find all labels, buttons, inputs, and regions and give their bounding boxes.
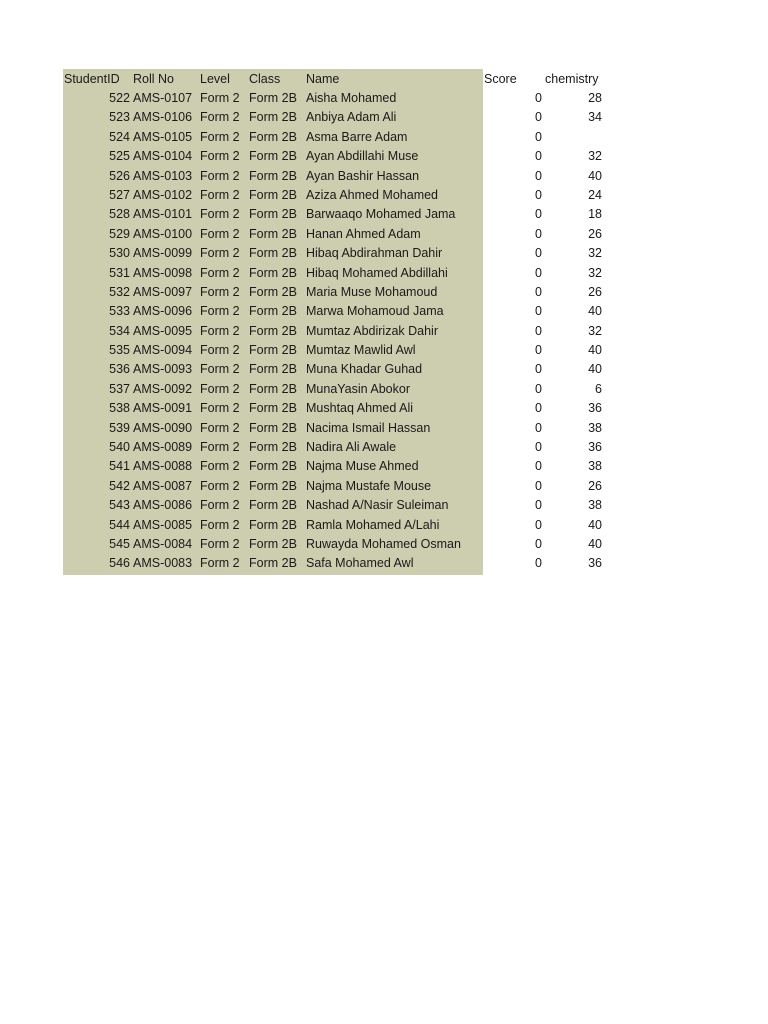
chemistry-cell: 24 [588,187,602,202]
student-id-cell: 528 [109,207,130,222]
score-cell: 0 [535,343,542,358]
name-cell: Aziza Ahmed Mohamed [306,187,439,202]
class-cell: Form 2B [249,226,297,241]
name-cell: Ramla Mohamed A/Lahi [306,517,440,532]
chemistry-cell: 38 [588,420,602,435]
score-cell: 0 [535,149,542,164]
student-id-cell: 524 [109,129,130,144]
name-cell: Safa Mohamed Awl [306,556,414,571]
chemistry-cell: 26 [588,478,602,493]
header-chemistry: chemistry [545,72,599,86]
student-id-cell: 527 [109,187,130,202]
chemistry-cell: 40 [588,362,602,377]
student-id-cell: 546 [109,556,130,571]
score-cell: 0 [535,168,542,183]
student-id-cell: 536 [109,362,130,377]
student-id-cell: 525 [109,149,130,164]
level-cell: Form 2 [200,226,240,241]
level-cell: Form 2 [200,149,240,164]
name-cell: Ruwayda Mohamed Osman [306,536,461,551]
name-cell: Aisha Mohamed [306,91,397,105]
score-cell: 0 [535,265,542,280]
class-cell: Form 2B [249,187,297,202]
class-cell: Form 2B [249,556,297,571]
roll-no-cell: AMS-0103 [133,168,193,183]
roll-no-cell: AMS-0098 [133,265,193,280]
chemistry-cell: 26 [588,284,602,299]
student-id-cell: 545 [109,536,130,551]
score-cell: 0 [535,304,542,319]
chemistry-cell: 26 [588,226,602,241]
class-cell: Form 2B [249,401,297,416]
class-cell: Form 2B [249,246,297,261]
level-cell: Form 2 [200,420,240,435]
class-cell: Form 2B [249,149,297,164]
score-cell: 0 [535,110,542,125]
roll-no-cell: AMS-0084 [133,536,193,551]
class-cell: Form 2B [249,265,297,280]
name-cell: Nacima Ismail Hassan [306,420,431,435]
level-cell: Form 2 [200,536,240,551]
level-cell: Form 2 [200,323,240,338]
name-cell: Mumtaz Abdirizak Dahir [306,323,438,338]
score-cell: 0 [535,517,542,532]
name-cell: Muna Khadar Guhad [306,362,423,377]
chemistry-cell: 40 [588,343,602,358]
level-cell: Form 2 [200,362,240,377]
score-cell: 0 [535,91,542,105]
header-level: Level [200,72,230,86]
level-cell: Form 2 [200,129,240,144]
name-cell: Ayan Bashir Hassan [306,168,420,183]
student-id-cell: 526 [109,168,130,183]
class-cell: Form 2B [249,91,297,105]
class-cell: Form 2B [249,440,297,455]
student-id-cell: 543 [109,498,130,513]
score-cell: 0 [535,478,542,493]
class-cell: Form 2B [249,323,297,338]
score-cell: 0 [535,362,542,377]
score-cell: 0 [535,556,542,571]
roll-no-cell: AMS-0087 [133,478,193,493]
header-score: Score [484,72,517,86]
level-cell: Form 2 [200,246,240,261]
score-cell: 0 [535,440,542,455]
class-cell: Form 2B [249,459,297,474]
level-cell: Form 2 [200,556,240,571]
class-cell: Form 2B [249,343,297,358]
header-roll-no: Roll No [133,72,174,86]
class-cell: Form 2B [249,304,297,319]
chemistry-cell: 28 [588,91,602,105]
chemistry-cell: 40 [588,304,602,319]
name-cell: Anbiya Adam Ali [306,110,397,125]
student-id-cell: 523 [109,110,130,125]
chemistry-cell: 36 [588,401,602,416]
score-cell: 0 [535,284,542,299]
roll-no-cell: AMS-0092 [133,381,193,396]
roll-no-cell: AMS-0106 [133,110,193,125]
roll-no-cell: AMS-0091 [133,401,193,416]
level-cell: Form 2 [200,478,240,493]
chemistry-cell: 40 [588,168,602,183]
student-id-cell: 541 [109,459,130,474]
chemistry-cell: 38 [588,498,602,513]
chemistry-cell: 6 [595,381,602,396]
chemistry-cell: 38 [588,459,602,474]
score-cell: 0 [535,207,542,222]
class-cell: Form 2B [249,478,297,493]
header-student-id: StudentID [64,72,120,86]
score-cell: 0 [535,420,542,435]
roll-no-cell: AMS-0102 [133,187,193,202]
roll-no-cell: AMS-0089 [133,440,193,455]
student-id-cell: 533 [109,304,130,319]
student-id-cell: 534 [109,323,130,338]
class-cell: Form 2B [249,536,297,551]
score-cell: 0 [535,498,542,513]
student-id-cell: 529 [109,226,130,241]
student-id-cell: 544 [109,517,130,532]
level-cell: Form 2 [200,284,240,299]
level-cell: Form 2 [200,440,240,455]
name-cell: Najma Muse Ahmed [306,459,419,474]
score-cell: 0 [535,129,542,144]
student-id-cell: 530 [109,246,130,261]
name-cell: Hibaq Abdirahman Dahir [306,246,443,261]
level-cell: Form 2 [200,168,240,183]
name-cell: Asma Barre Adam [306,129,408,144]
roll-no-cell: AMS-0086 [133,498,193,513]
level-cell: Form 2 [200,110,240,125]
chemistry-cell: 32 [588,265,602,280]
chemistry-cell: 40 [588,517,602,532]
name-cell: Marwa Mohamoud Jama [306,304,444,319]
level-cell: Form 2 [200,187,240,202]
roll-no-cell: AMS-0094 [133,343,193,358]
level-cell: Form 2 [200,91,240,105]
class-cell: Form 2B [249,498,297,513]
chemistry-cell: 18 [588,207,602,222]
student-id-cell: 538 [109,401,130,416]
score-cell: 0 [535,226,542,241]
class-cell: Form 2B [249,381,297,396]
roll-no-cell: AMS-0107 [133,91,193,105]
class-cell: Form 2B [249,284,297,299]
roll-no-cell: AMS-0090 [133,420,193,435]
chemistry-cell: 36 [588,440,602,455]
student-id-cell: 537 [109,381,130,396]
student-id-cell: 542 [109,478,130,493]
score-cell: 0 [535,536,542,551]
name-cell: Hanan Ahmed Adam [306,226,421,241]
level-cell: Form 2 [200,498,240,513]
score-cell: 0 [535,381,542,396]
student-id-cell: 540 [109,440,130,455]
name-cell: Nashad A/Nasir Suleiman [306,498,449,513]
class-cell: Form 2B [249,110,297,125]
name-cell: MunaYasin Abokor [306,381,410,396]
header-name: Name [306,72,340,86]
roll-no-cell: AMS-0105 [133,129,193,144]
roll-no-cell: AMS-0093 [133,362,193,377]
level-cell: Form 2 [200,381,240,396]
roll-no-cell: AMS-0085 [133,517,193,532]
roll-no-cell: AMS-0099 [133,246,193,261]
level-cell: Form 2 [200,517,240,532]
score-cell: 0 [535,401,542,416]
chemistry-cell: 34 [588,110,602,125]
class-cell: Form 2B [249,420,297,435]
roll-no-cell: AMS-0101 [133,207,193,222]
name-cell: Mumtaz Mawlid Awl [306,343,416,358]
score-cell: 0 [535,323,542,338]
class-cell: Form 2B [249,362,297,377]
name-cell: Najma Mustafe Mouse [306,478,432,493]
name-cell: Ayan Abdillahi Muse [306,149,419,164]
level-cell: Form 2 [200,207,240,222]
name-cell: Mushtaq Ahmed Ali [306,401,414,416]
name-cell: Nadira Ali Awale [306,440,397,455]
level-cell: Form 2 [200,459,240,474]
class-cell: Form 2B [249,168,297,183]
score-cell: 0 [535,459,542,474]
roll-no-cell: AMS-0097 [133,284,193,299]
chemistry-cell: 36 [588,556,602,571]
roll-no-cell: AMS-0088 [133,459,193,474]
level-cell: Form 2 [200,265,240,280]
student-id-cell: 535 [109,343,130,358]
student-id-cell: 539 [109,420,130,435]
roll-no-cell: AMS-0104 [133,149,193,164]
level-cell: Form 2 [200,304,240,319]
score-cell: 0 [535,187,542,202]
name-cell: Barwaaqo Mohamed Jama [306,207,456,222]
class-cell: Form 2B [249,129,297,144]
roll-no-cell: AMS-0083 [133,556,193,571]
class-cell: Form 2B [249,207,297,222]
roll-no-cell: AMS-0100 [133,226,193,241]
class-cell: Form 2B [249,517,297,532]
header-class: Class [249,72,281,86]
chemistry-cell: 40 [588,536,602,551]
roll-no-cell: AMS-0095 [133,323,193,338]
chemistry-cell: 32 [588,246,602,261]
score-cell: 0 [535,246,542,261]
name-cell: Maria Muse Mohamoud [306,284,438,299]
student-id-cell: 522 [109,91,130,105]
level-cell: Form 2 [200,401,240,416]
level-cell: Form 2 [200,343,240,358]
student-id-cell: 532 [109,284,130,299]
name-cell: Hibaq Mohamed Abdillahi [306,265,448,280]
student-id-cell: 531 [109,265,130,280]
chemistry-cell: 32 [588,149,602,164]
chemistry-cell: 32 [588,323,602,338]
roll-no-cell: AMS-0096 [133,304,193,319]
